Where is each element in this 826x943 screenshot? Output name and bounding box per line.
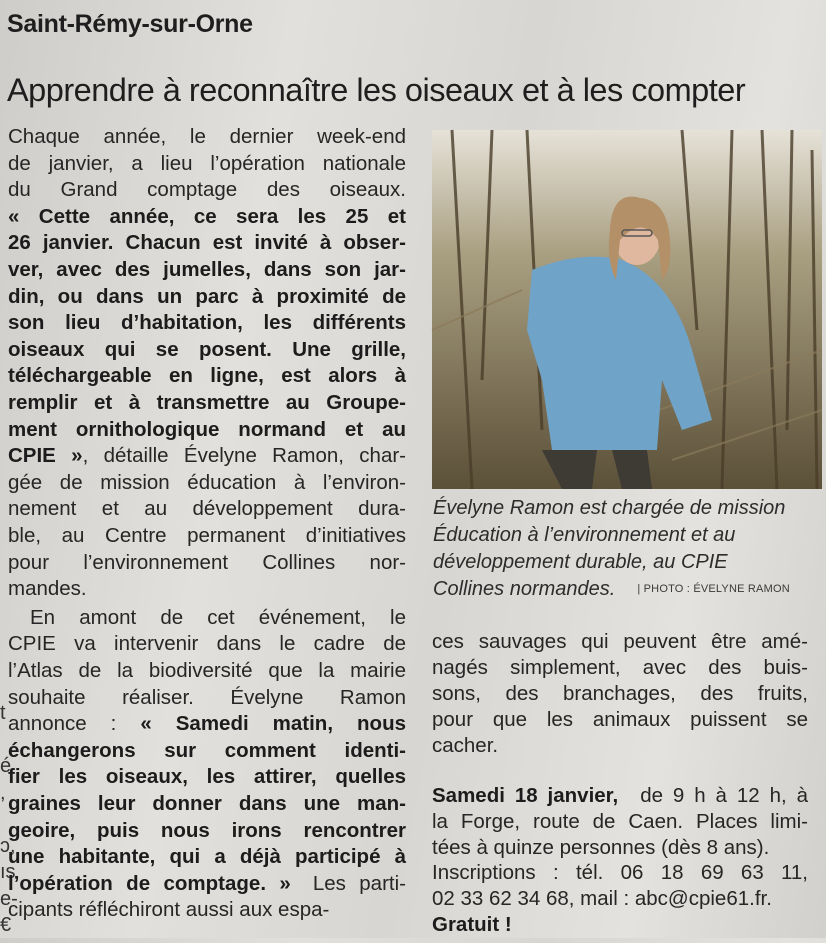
text-line [8,738,406,764]
text-line [8,818,406,844]
text: de 9 h à 12 h, à [640,784,808,807]
text: tées à quinze personnes (dès 8 ans). [432,835,770,859]
text: mandes. [8,577,87,601]
caption-line: Évelyne Ramon est chargée de mission [433,497,786,519]
caption-line: Collines normandes. [433,578,616,600]
article-photo [432,130,822,489]
bold-text: « Cette année, ce sera les 25 et [8,204,406,228]
bold-text: graines leur donner dans une man- [8,792,406,815]
text-line [8,363,406,389]
text-line [8,871,406,897]
text: cacher. [432,734,499,757]
text-line [8,443,406,469]
bold-text: son lieu d’habitation, les différents [8,311,406,335]
text: CPIE va intervenir dans le cadre de [8,632,406,656]
text-line [8,310,406,336]
text-line [8,470,406,496]
event-info-block [432,783,808,943]
text-line [8,284,406,310]
text: sons, des branchages, des fruits, [432,682,808,705]
text-line [8,897,406,923]
text-line [8,791,406,817]
text-line [8,844,406,870]
text-line [432,629,808,655]
text-line [8,685,406,711]
text: la Forge, route de Caen. Places limi- [432,809,808,833]
fragment-char: e- [0,887,18,910]
text: ble, au Centre permanent d’initiatives [8,524,406,547]
text-line [432,809,808,835]
text-line [432,783,808,809]
text: , détaille Évelyne Ramon, char- [82,444,407,468]
bold-text: téléchargeable en ligne, est alors à [8,364,406,388]
bold-text: remplir et à transmettre au Groupe- [8,391,406,414]
text: gée de mission éducation à l’environ- [8,470,406,494]
text-line [8,417,406,443]
text: nement et au développement dura- [8,497,406,521]
text: l’Atlas de la biodiversité que la mairie [8,659,406,682]
caption-line: développement durable, au CPIE [433,551,728,573]
bold-text: 26 janvier. Chacun est invité à obser- [8,231,406,255]
photo-credit: | PHOTO : ÉVELYNE RAMON [637,583,790,596]
text-line [8,523,406,549]
fragment-char: ɔ, [0,834,16,857]
bold-text: échangerons sur comment identi- [8,738,406,762]
text-line [432,681,808,707]
bold-text: oiseaux qui se posent. Une grille, [8,337,406,361]
bold-text: Gratuit ! [432,913,512,936]
text: de janvier, a lieu l’opération nationale [8,151,406,175]
bold-text: « Samedi matin, nous [140,712,406,736]
fragment-char: t [0,702,6,724]
fragment-char: € [0,914,12,936]
text-line [8,631,406,657]
text-line [8,711,406,737]
text: Chaque année, le dernier week-end [8,125,406,148]
text: Les parti- [312,871,406,895]
caption-line: Éducation à l’environnement et au [433,524,736,546]
bold-text: din, ou dans un parc à proximité de [8,284,406,308]
fragment-char: é [0,755,12,777]
text-line [8,550,406,576]
bold-text: Samedi 18 janvier, [432,784,619,807]
bold-text: CPIE » [8,444,83,468]
text-line [8,151,406,177]
fragment-char: ıs [0,861,16,883]
bold-text: ment ornithologique normand et au [8,417,406,441]
text-line [8,337,406,363]
bold-text: une habitante, qui a déjà participé à [8,845,406,869]
text-line [432,835,808,861]
text: cipants réfléchiront aussi aux espa- [8,898,330,922]
text: annonce : [8,712,141,736]
text: pour l’environnement Collines nor- [8,550,406,574]
article-body-left-column [8,124,406,924]
text-line [8,390,406,416]
bold-text: fier les oiseaux, les attirer, quelles [8,765,406,789]
section-kicker: Saint-Rémy-sur-Orne [7,10,253,38]
photo-caption [433,495,813,603]
text-line [8,124,406,150]
text: 02 33 62 34 68, mail : abc@cpie61.fr. [432,887,772,911]
text-line [432,860,808,886]
text-line [8,764,406,790]
text: En amont de cet événement, le [30,605,406,629]
text-line [8,204,406,230]
text-line [8,576,406,602]
article-body-right-column [432,629,808,769]
text-line [8,230,406,256]
text-line [8,496,406,522]
bold-text: l’opération de comptage. » [8,871,291,895]
text: nagés simplement, avec des buis- [432,656,808,679]
text: ces sauvages qui peuvent être amé- [432,630,808,653]
bold-text: geoire, puis nous irons rencontrer [8,818,406,842]
text-line [432,886,808,912]
text-line [8,658,406,684]
text: souhaite réaliser. Évelyne Ramon [8,685,406,709]
text-line [432,912,808,938]
bold-text: ver, avec des jumelles, dans son jar- [8,258,406,281]
text: Inscriptions : tél. 06 18 69 63 11, [432,861,808,885]
text-line [8,177,406,203]
text-line [432,655,808,681]
photo-woman-in-woods [432,130,822,489]
fragment-char: , [0,781,6,804]
text-line [432,733,808,759]
text: pour que les animaux puissent se [432,708,808,731]
text-line [8,605,406,631]
text: du Grand comptage des oiseaux. [8,178,406,202]
text-line [8,257,406,283]
article-headline: Apprendre à reconnaître les oiseaux et à les compter [7,72,746,108]
text-line [432,707,808,733]
